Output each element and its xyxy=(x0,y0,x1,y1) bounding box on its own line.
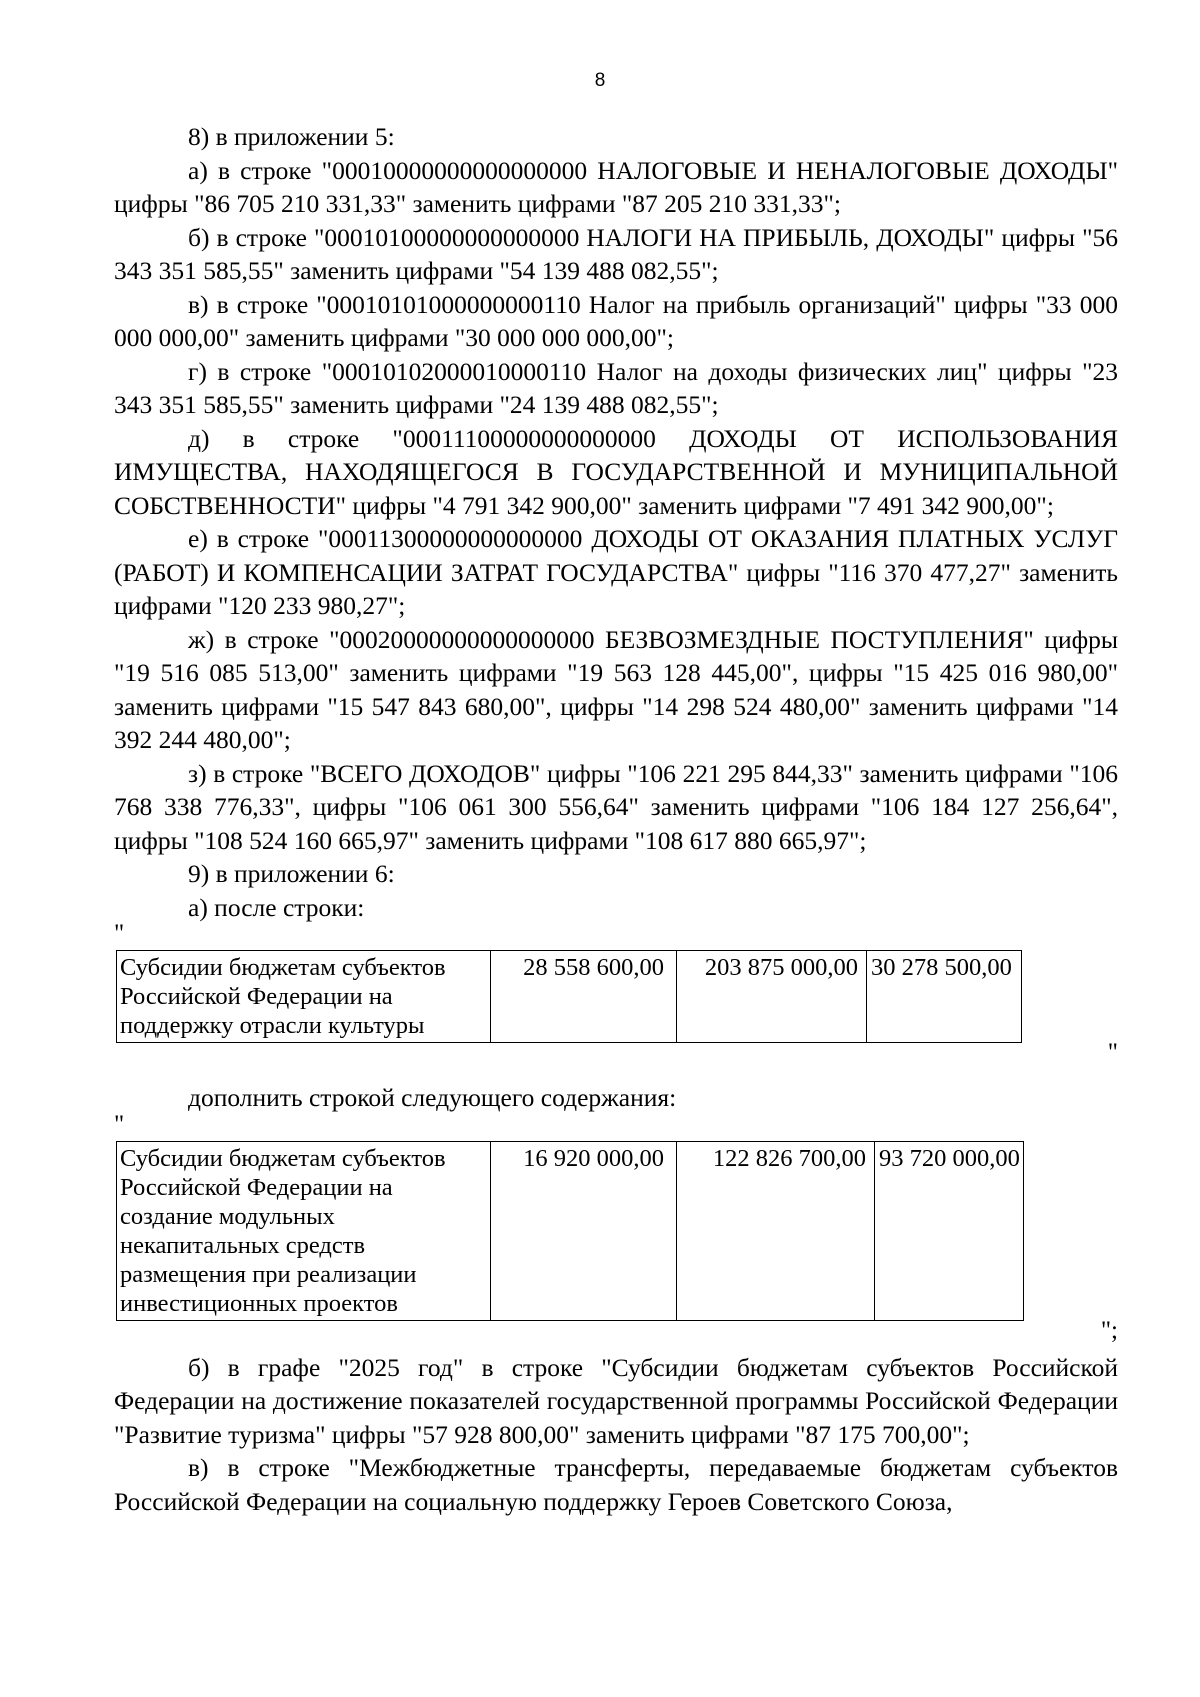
paragraph-item-v: в) в строке "00010101000000000110 Налог на прибыль организаций" цифры "33 000 000 000,00" заменить цифрами "30 000 000 000,00"; xyxy=(114,289,1118,352)
paragraph-item-b: б) в строке "00010100000000000000 НАЛОГИ НА ПРИБЫЛЬ, ДОХОДЫ" цифры "56 343 351 585,55" заменить цифрами "54 139 488 082,55"; xyxy=(114,222,1118,285)
table-row xyxy=(117,1141,1024,1320)
table-cell-name: Субсидии бюджетам субъектов Российской Федерации на поддержку отрасли культуры xyxy=(117,951,491,1043)
quote-close-1: " xyxy=(1107,1039,1118,1066)
table-existing-row xyxy=(116,950,1022,1043)
document-body xyxy=(114,120,1118,1518)
paragraph-after-row: а) после строки: xyxy=(188,892,365,922)
paragraph-item-b-tourism: б) в графе "2025 год" в строке "Субсидии бюджетам субъектов Российской Федерации на достижение показателей государственной программы Российской Федерации "Развитие туризма" цифры "57 928 800,00" заменить цифрами "87 175 700,00"; xyxy=(114,1352,1118,1449)
table-cell-name: Субсидии бюджетам субъектов Российской Федерации на создание модульных некапитальных средств размещения при реализации инвестиционных проектов xyxy=(117,1141,491,1320)
table-cell-value-2024: 28 558 600,00 xyxy=(491,951,677,1043)
paragraph-item-d: д) в строке "00011100000000000000 ДОХОДЫ ОТ ИСПОЛЬЗОВАНИЯ ИМУЩЕСТВА, НАХОДЯЩЕГОСЯ В ГОСУДАРСТВЕННОЙ И МУНИЦИПАЛЬНОЙ СОБСТВЕННОСТИ" цифры "4 791 342 900,00" заменить цифрами "7 491 342 900,00"; xyxy=(114,423,1118,520)
table-cell-value-2025: 203 875 000,00 xyxy=(677,951,867,1043)
table-cell-value-2024: 16 920 000,00 xyxy=(491,1141,677,1320)
paragraph-appendix-5: 8) в приложении 5: xyxy=(188,122,395,151)
quote-open-1: " xyxy=(114,920,125,947)
paragraph-item-a: а) в строке "00010000000000000000 НАЛОГОВЫЕ И НЕНАЛОГОВЫЕ ДОХОДЫ" цифры "86 705 210 331,33" заменить цифрами "87 205 210 331,33"; xyxy=(114,155,1118,218)
table-cell-value-2026: 93 720 000,00 xyxy=(875,1141,1024,1320)
paragraph-appendix-6: 9) в приложении 6: xyxy=(188,859,395,888)
quote-close-2: "; xyxy=(1100,1316,1118,1344)
paragraph-item-z: з) в строке "ВСЕГО ДОХОДОВ" цифры "106 221 295 844,33" заменить цифрами "106 768 338 776,33", цифры "106 061 300 556,64" заменить цифрами "106 184 127 256,64", цифры "108 524 160 665,97" заменить цифрами "108 617 880 665,97"; xyxy=(114,758,1118,855)
table-cell-value-2025: 122 826 700,00 xyxy=(677,1141,875,1320)
table-row xyxy=(117,951,1022,1043)
page-number: 8 xyxy=(594,70,606,91)
paragraph-item-v-transfers: в) в строке "Межбюджетные трансферты, передаваемые бюджетам субъектов Российской Федерации на социальную поддержку Героев Советского Союза, xyxy=(114,1453,1118,1516)
paragraph-supplement: дополнить строкой следующего содержания: xyxy=(188,1083,677,1112)
paragraph-item-e: е) в строке "00011300000000000000 ДОХОДЫ ОТ ОКАЗАНИЯ ПЛАТНЫХ УСЛУГ (РАБОТ) И КОМПЕНСАЦИИ ЗАТРАТ ГОСУДАРСТВА" цифры "116 370 477,27" заменить цифрами "120 233 980,27"; xyxy=(114,524,1118,620)
paragraph-item-zh: ж) в строке "00020000000000000000 БЕЗВОЗМЕЗДНЫЕ ПОСТУПЛЕНИЯ" цифры "19 516 085 513,00" заменить цифрами "19 563 128 445,00", цифры "15 425 016 980,00" заменить цифрами "15 547 843 680,00", цифры "14 298 524 480,00" заменить цифрами "14 392 244 480,00"; xyxy=(114,624,1118,754)
paragraph-item-g: г) в строке "00010102000010000110 Налог на доходы физических лиц" цифры "23 343 351 585,55" заменить цифрами "24 139 488 082,55"; xyxy=(114,356,1118,419)
table-cell-value-2026: 30 278 500,00 xyxy=(867,951,1022,1043)
quote-open-2: " xyxy=(114,1110,125,1138)
table-new-row xyxy=(116,1141,1024,1321)
